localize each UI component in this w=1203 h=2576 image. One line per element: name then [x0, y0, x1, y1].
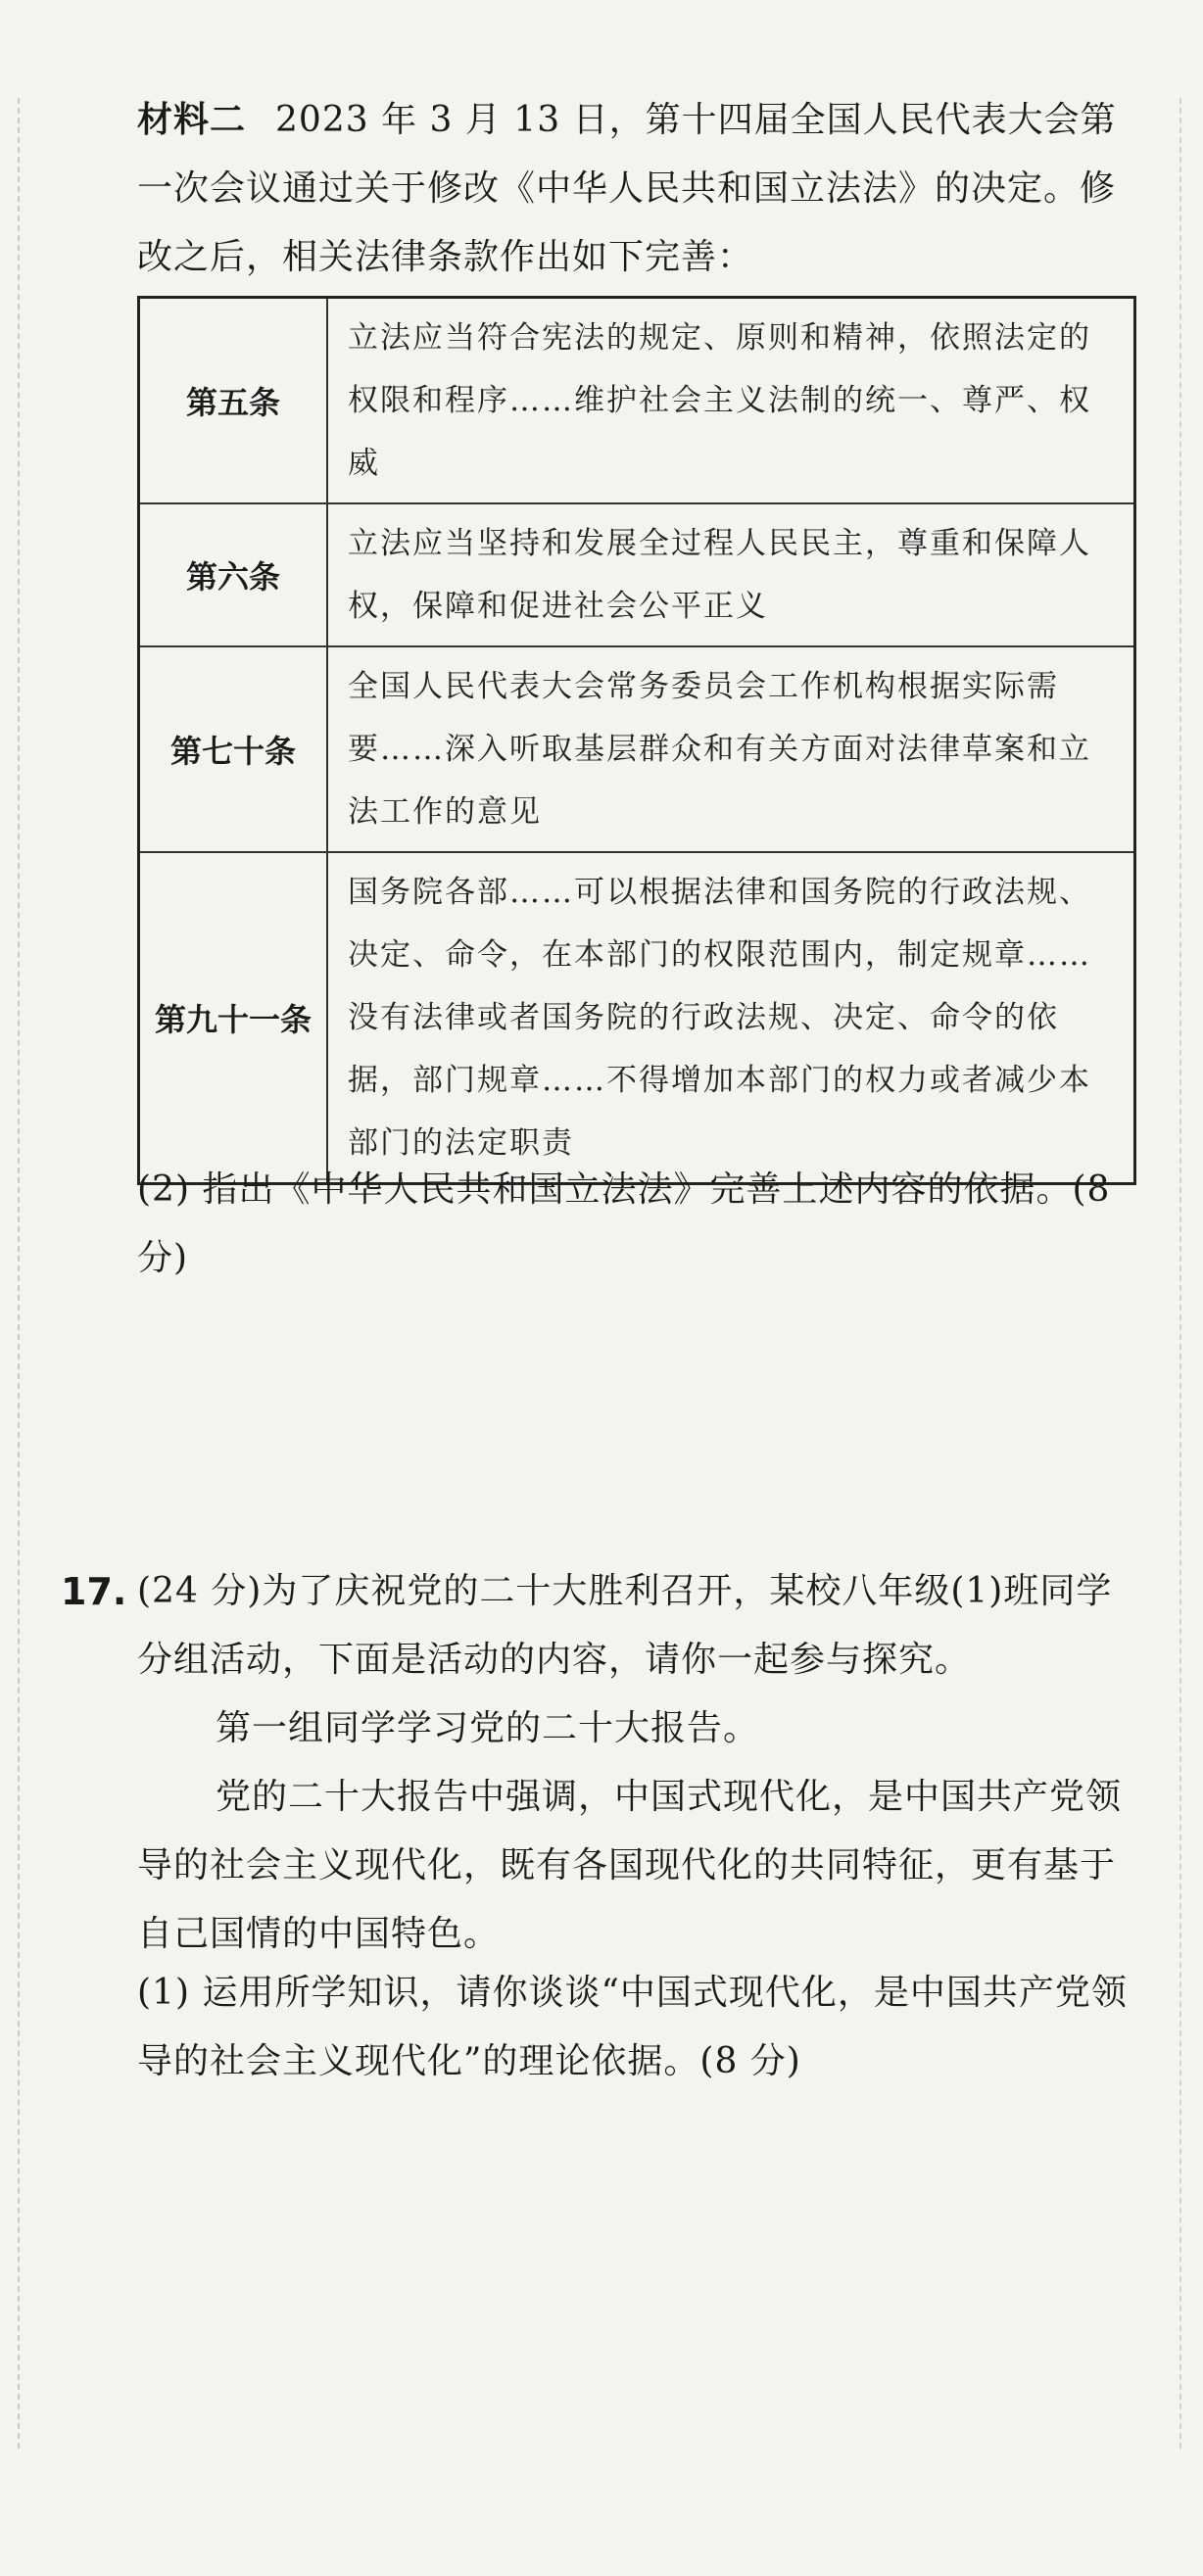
question-17-number: 17.: [61, 1570, 127, 1613]
group-one-task: 第一组同学学习党的二十大报告。: [216, 1708, 760, 1748]
question-16-2: (2) 指出《中华人民共和国立法法》完善上述内容的依据。(8 分): [137, 1169, 1111, 1278]
article-number: 第七十条: [139, 646, 328, 852]
table-row: [139, 852, 1135, 1184]
article-number: 第六条: [139, 503, 328, 646]
table-row: [139, 646, 1135, 852]
report-excerpt: 党的二十大报告中强调，中国式现代化，是中国共产党领导的社会主义现代化，既有各国现代化的共同特征，更有基于自己国情的中国特色。: [137, 1777, 1123, 1954]
article-number: 第五条: [139, 298, 328, 504]
material-two-label: 材料二: [137, 100, 247, 140]
table-row: [139, 298, 1135, 504]
law-articles-table: [137, 296, 1136, 1185]
article-number: 第九十一条: [139, 852, 328, 1184]
table-row: [139, 503, 1135, 646]
right-binding-line: [1179, 98, 1181, 2449]
left-binding-line: [18, 98, 20, 2449]
article-content: 国务院各部……可以根据法律和国务院的行政法规、决定、命令，在本部门的权限范围内，制定规章……没有法律或者国务院的行政法规、决定、命令的依据，部门规章……不得增加本部门的权力或者减少本部门的法定职责: [327, 852, 1135, 1184]
question-17-1: (1) 运用所学知识，请你谈谈“中国式现代化，是中国共产党领导的社会主义现代化”的理论依据。(8 分): [137, 1973, 1128, 2081]
material-two-text: 2023 年 3 月 13 日，第十四届全国人民代表大会第一次会议通过关于修改《中华人民共和国立法法》的决定。修改之后，相关法律条款作出如下完善：: [137, 100, 1117, 277]
article-content: 立法应当符合宪法的规定、原则和精神，依照法定的权限和程序……维护社会主义法制的统一、尊严、权威: [327, 298, 1135, 504]
question-17-intro: (24 分)为了庆祝党的二十大胜利召开，某校八年级(1)班同学分组活动，下面是活动的内容，请你一起参与探究。: [137, 1571, 1113, 1680]
article-content: 全国人民代表大会常务委员会工作机构根据实际需要……深入听取基层群众和有关方面对法律草案和立法工作的意见: [327, 646, 1135, 852]
material-two-paragraph: [137, 86, 1146, 292]
article-content: 立法应当坚持和发展全过程人民民主，尊重和保障人权，保障和促进社会公平正义: [327, 503, 1135, 646]
